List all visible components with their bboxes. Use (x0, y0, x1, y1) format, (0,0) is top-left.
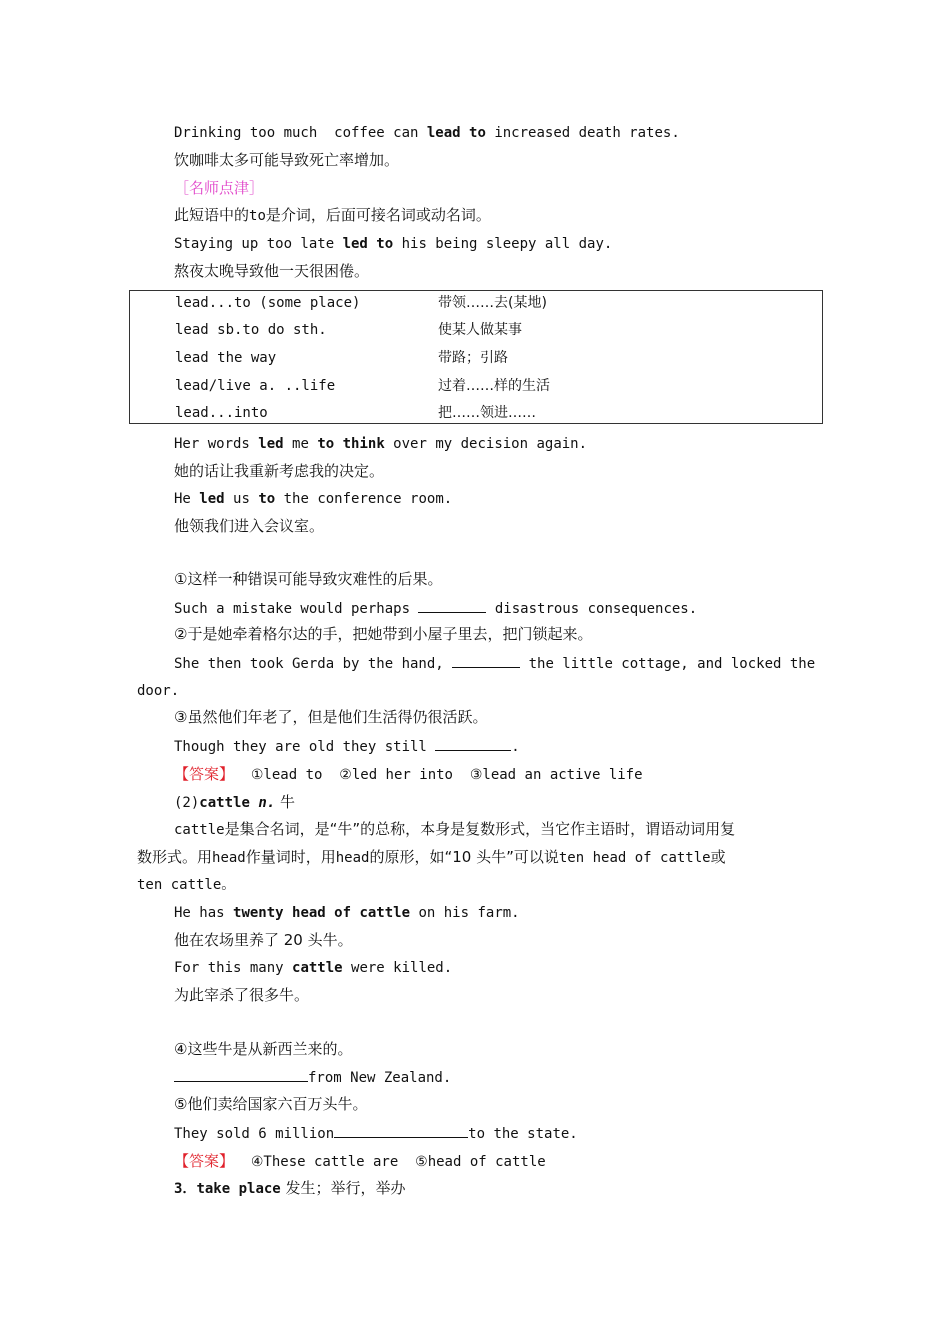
answer-blank[interactable] (452, 653, 520, 668)
example-translation: 熬夜太晚导致他一天很困倦。 (174, 262, 370, 280)
exercise-prompt: ⑤他们卖给国家六百万头牛。 (174, 1095, 368, 1113)
exercise-prompt: ③虽然他们年老了，但是他们生活得仍很活跃。 (174, 708, 488, 726)
example-sentence (174, 434, 587, 454)
answer-line (174, 764, 643, 785)
answer-text: ①lead to ②led her into ③lead an active life (234, 767, 643, 783)
example-translation: 为此宰杀了很多牛。 (174, 986, 310, 1004)
exercise-prompt: ④这些牛是从新西兰来的。 (174, 1040, 353, 1058)
exercise-text: Though they are old they still (174, 739, 436, 755)
explanation-text: 是集合名词，是“牛”的总称，本身是复数形式，当它作主语时，谓语动词用复 (224, 820, 736, 838)
exercise-sentence (174, 1123, 578, 1144)
explanation-text: 作量词时，用 (245, 848, 336, 866)
example-translation: 饮咖啡太多可能导致死亡率增加。 (174, 151, 400, 169)
entry-heading (174, 792, 295, 813)
phrase-zh: 过着……样的生活 (438, 378, 550, 394)
explanation-code: ten head of cattle (558, 850, 711, 866)
answer-text: ④These cattle are ⑤head of cattle (234, 1154, 546, 1170)
key-phrase: led (258, 436, 284, 452)
phrase-zh: 带路；引路 (438, 350, 508, 366)
explanation-code: head (335, 850, 370, 866)
explanation-code: head (212, 850, 246, 866)
section-number: 3． (174, 1181, 197, 1197)
phrase-zh: 带领……去(某地) (438, 295, 547, 311)
key-phrase: to (258, 491, 276, 507)
entry-word: cattle (199, 795, 259, 811)
example-text: Drinking too much coffee can (174, 125, 427, 141)
answer-label: 【答案】 (174, 765, 235, 783)
tip-code: to (249, 208, 266, 224)
example-sentence (174, 234, 612, 254)
example-text: us (224, 491, 259, 507)
example-translation: 他在农场里养了 20 头牛。 (174, 931, 353, 949)
explanation-line: ten cattle。 (137, 877, 236, 893)
part-of-speech: n. (258, 795, 276, 811)
exercise-sentence (174, 1067, 451, 1088)
example-text: his being sleepy all day. (393, 236, 613, 252)
phrase-en: lead the way (175, 350, 277, 366)
exercise-text: disastrous consequences. (486, 601, 698, 617)
key-phrase: to think (317, 436, 385, 452)
example-text: Her words (174, 436, 259, 452)
answer-label: 【答案】 (174, 1152, 235, 1170)
key-phrase: cattle (292, 960, 343, 976)
example-text: on his farm. (410, 905, 520, 921)
section-meaning: 发生；举行，举办 (280, 1179, 406, 1197)
example-sentence (174, 903, 520, 923)
exercise-prompt: ②于是她牵着格尔达的手，把她带到小屋子里去，把门锁起来。 (174, 625, 593, 643)
tip-label: ［名师点津］ (174, 179, 265, 197)
entry-meaning: 牛 (275, 793, 295, 811)
exercise-text: from New Zealand. (308, 1070, 452, 1086)
example-text: over my decision again. (384, 436, 588, 452)
example-text: For this many (174, 960, 293, 976)
example-text: me (283, 436, 318, 452)
phrase-en: lead...to (some place) (175, 295, 361, 311)
key-phrase: led to (342, 236, 394, 252)
section-term: take place (196, 1181, 281, 1197)
example-text: He (174, 491, 200, 507)
exercise-prompt: ①这样一种错误可能导致灾难性的后果。 (174, 570, 443, 588)
exercise-sentence (174, 598, 697, 619)
phrase-en: lead sb.to do sth. (175, 322, 327, 338)
section-heading (174, 1178, 406, 1199)
phrase-zh: 使某人做某事 (438, 322, 522, 338)
key-phrase: twenty head of cattle (233, 905, 411, 921)
answer-line (174, 1151, 546, 1172)
explanation-text: 数形式。用 (137, 848, 213, 866)
exercise-sentence (174, 653, 815, 674)
tip-text (174, 205, 491, 226)
answer-blank[interactable] (334, 1123, 468, 1138)
example-translation: 她的话让我重新考虑我的决定。 (174, 462, 385, 480)
example-text: Staying up too late (174, 236, 343, 252)
phrase-zh: 把……领进…… (438, 405, 536, 421)
example-text: increased death rates. (485, 125, 680, 141)
example-sentence (174, 123, 680, 143)
exercise-text: Such a mistake would perhaps (174, 601, 419, 617)
exercise-text-wrap: door. (137, 683, 180, 699)
example-sentence (174, 489, 452, 509)
explanation-line (137, 847, 726, 868)
exercise-text: . (511, 739, 520, 755)
example-text: He has (174, 905, 234, 921)
example-text: were killed. (342, 960, 453, 976)
answer-blank[interactable] (435, 736, 511, 751)
key-phrase: led (199, 491, 225, 507)
exercise-text: to the state. (468, 1126, 578, 1142)
phrase-table (129, 290, 823, 424)
key-phrase: lead to (426, 125, 486, 141)
explanation-line (174, 819, 735, 840)
exercise-text: She then took Gerda by the hand, (174, 656, 453, 672)
example-sentence (174, 958, 452, 978)
example-translation: 他领我们进入会议室。 (174, 517, 325, 535)
entry-number: (2) (174, 795, 200, 811)
explanation-text: 的原形，如“10 头牛”可以说 (369, 848, 559, 866)
exercise-sentence (174, 736, 520, 757)
explanation-code: cattle (174, 822, 225, 838)
phrase-en: lead/live a. ..life (175, 378, 336, 394)
answer-blank[interactable] (174, 1067, 308, 1082)
answer-blank[interactable] (418, 598, 486, 613)
exercise-text: the little cottage, and locked the (520, 656, 816, 672)
example-text: the conference room. (275, 491, 453, 507)
tip-text-part: 是介词，后面可接名词或动名词。 (265, 206, 491, 224)
explanation-text: 或 (710, 848, 726, 866)
phrase-en: lead...into (175, 405, 268, 421)
tip-text-part: 此短语中的 (174, 206, 250, 224)
exercise-text: They sold 6 million (174, 1126, 335, 1142)
